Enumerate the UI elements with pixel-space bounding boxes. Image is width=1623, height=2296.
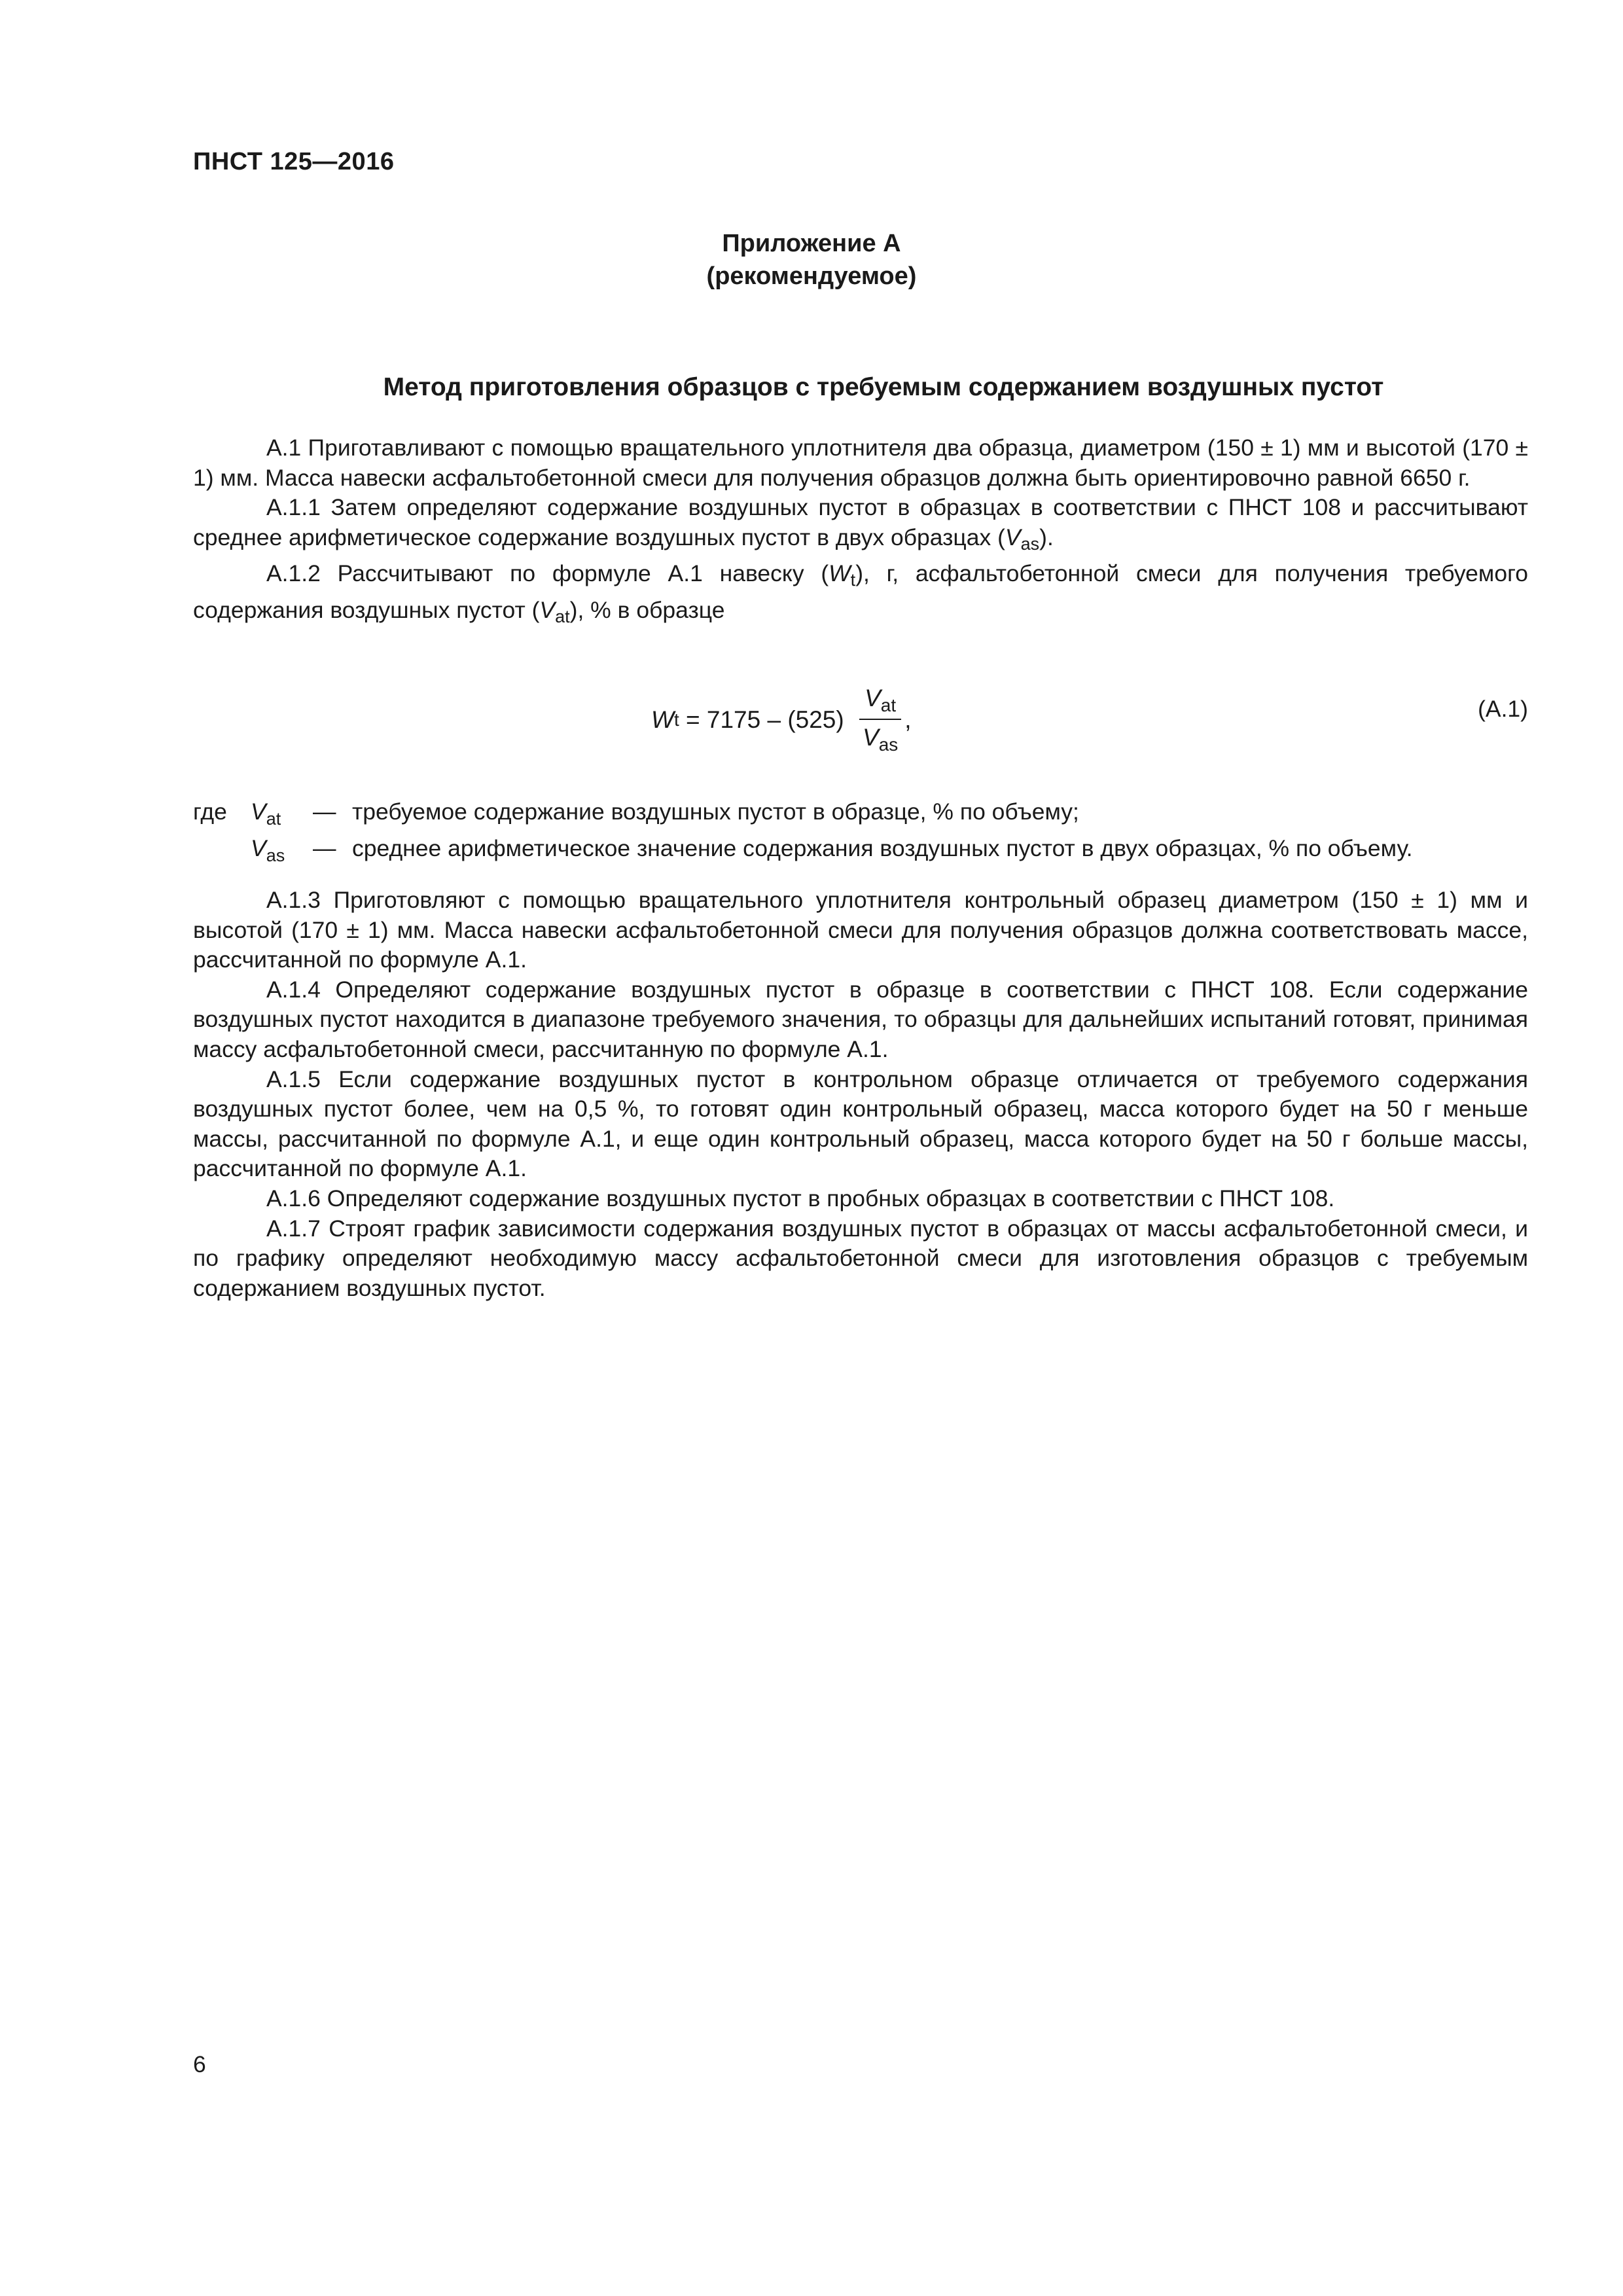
paragraph-a14: А.1.4 Определяют содержание воздушных пустот в образце в соответствии с ПНСТ 108. Если содержание воздушных пустот находится в диапазоне требуемого значения, то образцы для дальнейших испытаний готовят, принимая массу асфальтобетонной смеси, рассчитанную по формуле А.1. <box>193 976 1528 1062</box>
definition-symbol: $V_{as}$ <box>251 835 285 865</box>
paragraph-a1: А.1 Приготавливают с помощью вращательного уплотнителя два образца, диаметром (150 ± 1) мм и высотой (170 ± 1) мм. Масса навески асфальтобетонной смеси для получения образцов должна быть ориентировочно равной 6650 г. <box>193 435 1528 491</box>
where-word: где <box>193 798 227 825</box>
definition-text: требуемое содержание воздушных пустот в образце, % по объему; <box>352 798 1079 825</box>
paragraph-a15: А.1.5 Если содержание воздушных пустот в контрольном образце отличается от требуемого содержания воздушных пустот более, чем на 0,5 %, то готовят один контрольный образец, масса которого будет на 50 г меньше массы, рассчитанной по формуле А.1, и еще один контрольный образец, масса которого будет на 50 г больше массы, рассчитанной по формуле А.1. <box>193 1066 1528 1182</box>
formula-a1 <box>651 674 912 766</box>
paragraph-a17: А.1.7 Строят график зависимости содержания воздушных пустот в образцах от массы асфальтобетонной смеси, и по графику определяют необходимую массу асфальтобетонной смеси для изготовления образцов с требуемым содержанием воздушных пустот. <box>193 1215 1528 1301</box>
appendix-status: (рекомендуемое) <box>706 262 917 290</box>
formula-numerator: $V_{at}$ <box>859 685 901 720</box>
formula-trailing-comma: , <box>904 706 912 733</box>
definition-row-vas <box>193 830 1413 867</box>
paragraph-a16: А.1.6 Определяют содержание воздушных пустот в пробных образцах в соответствии с ПНСТ 108. <box>266 1185 1335 1211</box>
page-number: 6 <box>193 2051 206 2077</box>
paragraph-a12: А.1.2 Рассчитывают по формуле А.1 навеску $(W_t)$, г, асфальтобетонной смеси для получения требуемого содержания воздушных пустот $(V_{at})$, % в образце <box>193 560 1528 626</box>
appendix-title: Приложение А <box>722 230 901 257</box>
text-block-procedure <box>193 886 1528 1303</box>
definition-symbol: $V_{at}$ <box>251 798 281 829</box>
section-title: Метод приготовления образцов с требуемым содержанием воздушных пустот <box>383 373 1384 401</box>
document-code-header: ПНСТ 125—2016 <box>193 148 395 175</box>
definition-row-vat <box>193 793 1413 830</box>
variable-definitions <box>193 793 1413 867</box>
formula-denominator: $V_{as}$ <box>863 724 899 755</box>
paragraph-a13: А.1.3 Приготовляют с помощью вращательного уплотнителя контрольный образец диаметром (150 ± 1) мм и высотой (170 ± 1) мм. Масса навески асфальтобетонной смеси для получения образцов должна соответствовать массе, рассчитанной по формуле А.1. <box>193 887 1528 973</box>
definition-dash: — <box>313 798 336 825</box>
formula-rhs: = 7175 – (525) <box>679 706 851 733</box>
text-block-intro <box>193 433 1528 632</box>
formula-lhs-subscript: t <box>673 709 679 730</box>
formula-lhs-symbol: W <box>651 706 674 733</box>
paragraph-a11: А.1.1 Затем определяют содержание воздушных пустот в образцах в соответствии с ПНСТ 108 и рассчитывают среднее арифметическое содержание воздушных пустот в двух образцах $(V_{as})$. <box>193 494 1528 554</box>
definition-text: среднее арифметическое значение содержания воздушных пустот в двух образцах, % по объему. <box>352 835 1413 861</box>
definition-dash: — <box>313 835 336 861</box>
formula-number: (А.1) <box>1478 696 1528 722</box>
formula-fraction <box>857 685 903 755</box>
